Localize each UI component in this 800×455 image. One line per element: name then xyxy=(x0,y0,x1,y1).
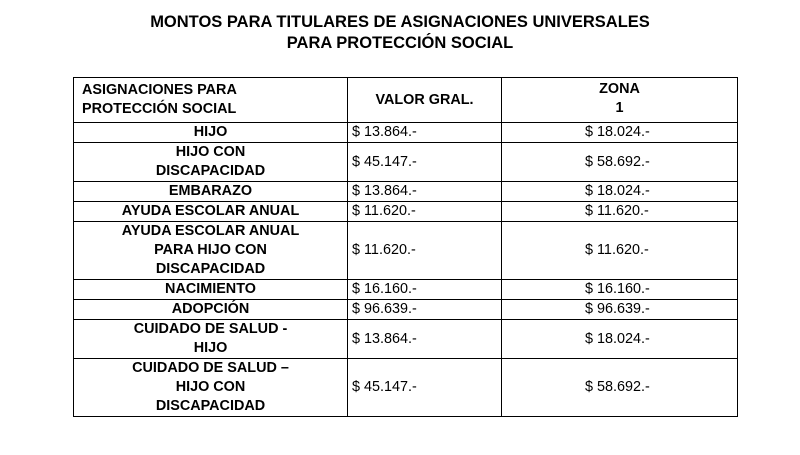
header-valor-gral: VALOR GRAL. xyxy=(348,78,502,123)
row-valor-gral: $ 13.864.- xyxy=(348,320,502,359)
header-asignaciones: ASIGNACIONES PARA PROTECCIÓN SOCIAL xyxy=(74,78,348,123)
row-valor-gral: $ 11.620.- xyxy=(348,202,502,222)
row-zona-1: $ 11.620.- xyxy=(502,222,738,280)
table-row xyxy=(74,182,738,202)
row-label: NACIMIENTO xyxy=(74,280,348,300)
row-zona-1: $ 18.024.- xyxy=(502,182,738,202)
table-row xyxy=(74,222,738,280)
title-line-2: PARA PROTECCIÓN SOCIAL xyxy=(286,34,514,52)
row-zona-1: $ 58.692.- xyxy=(502,359,738,417)
row-label: HIJO CON DISCAPACIDAD xyxy=(74,143,348,182)
table-row xyxy=(74,300,738,320)
row-label: EMBARAZO xyxy=(74,182,348,202)
title-line-1: MONTOS PARA TITULARES DE ASIGNACIONES UNIVERSALES xyxy=(150,13,650,31)
row-valor-gral: $ 45.147.- xyxy=(348,359,502,417)
row-valor-gral: $ 11.620.- xyxy=(348,222,502,280)
row-zona-1: $ 18.024.- xyxy=(502,320,738,359)
row-label: CUIDADO DE SALUD - HIJO xyxy=(74,320,348,359)
row-zona-1: $ 18.024.- xyxy=(502,123,738,143)
table-row xyxy=(74,202,738,222)
header-zona-1: ZONA 1 xyxy=(502,78,738,123)
table-row xyxy=(74,143,738,182)
row-label: CUIDADO DE SALUD – HIJO CON DISCAPACIDAD xyxy=(74,359,348,417)
row-label: ADOPCIÓN xyxy=(74,300,348,320)
row-label: AYUDA ESCOLAR ANUAL PARA HIJO CON DISCAPACIDAD xyxy=(74,222,348,280)
row-zona-1: $ 96.639.- xyxy=(502,300,738,320)
row-zona-1: $ 11.620.- xyxy=(502,202,738,222)
table-row xyxy=(74,359,738,417)
table-header-row xyxy=(74,78,738,123)
row-valor-gral: $ 96.639.- xyxy=(348,300,502,320)
row-zona-1: $ 58.692.- xyxy=(502,143,738,182)
row-zona-1: $ 16.160.- xyxy=(502,280,738,300)
allowances-table xyxy=(73,77,738,417)
row-label: AYUDA ESCOLAR ANUAL xyxy=(74,202,348,222)
table-row xyxy=(74,123,738,143)
row-valor-gral: $ 16.160.- xyxy=(348,280,502,300)
row-valor-gral: $ 13.864.- xyxy=(348,182,502,202)
row-label: HIJO xyxy=(74,123,348,143)
table-row xyxy=(74,280,738,300)
row-valor-gral: $ 45.147.- xyxy=(348,143,502,182)
table-row xyxy=(74,320,738,359)
document-title xyxy=(0,12,800,54)
row-valor-gral: $ 13.864.- xyxy=(348,123,502,143)
